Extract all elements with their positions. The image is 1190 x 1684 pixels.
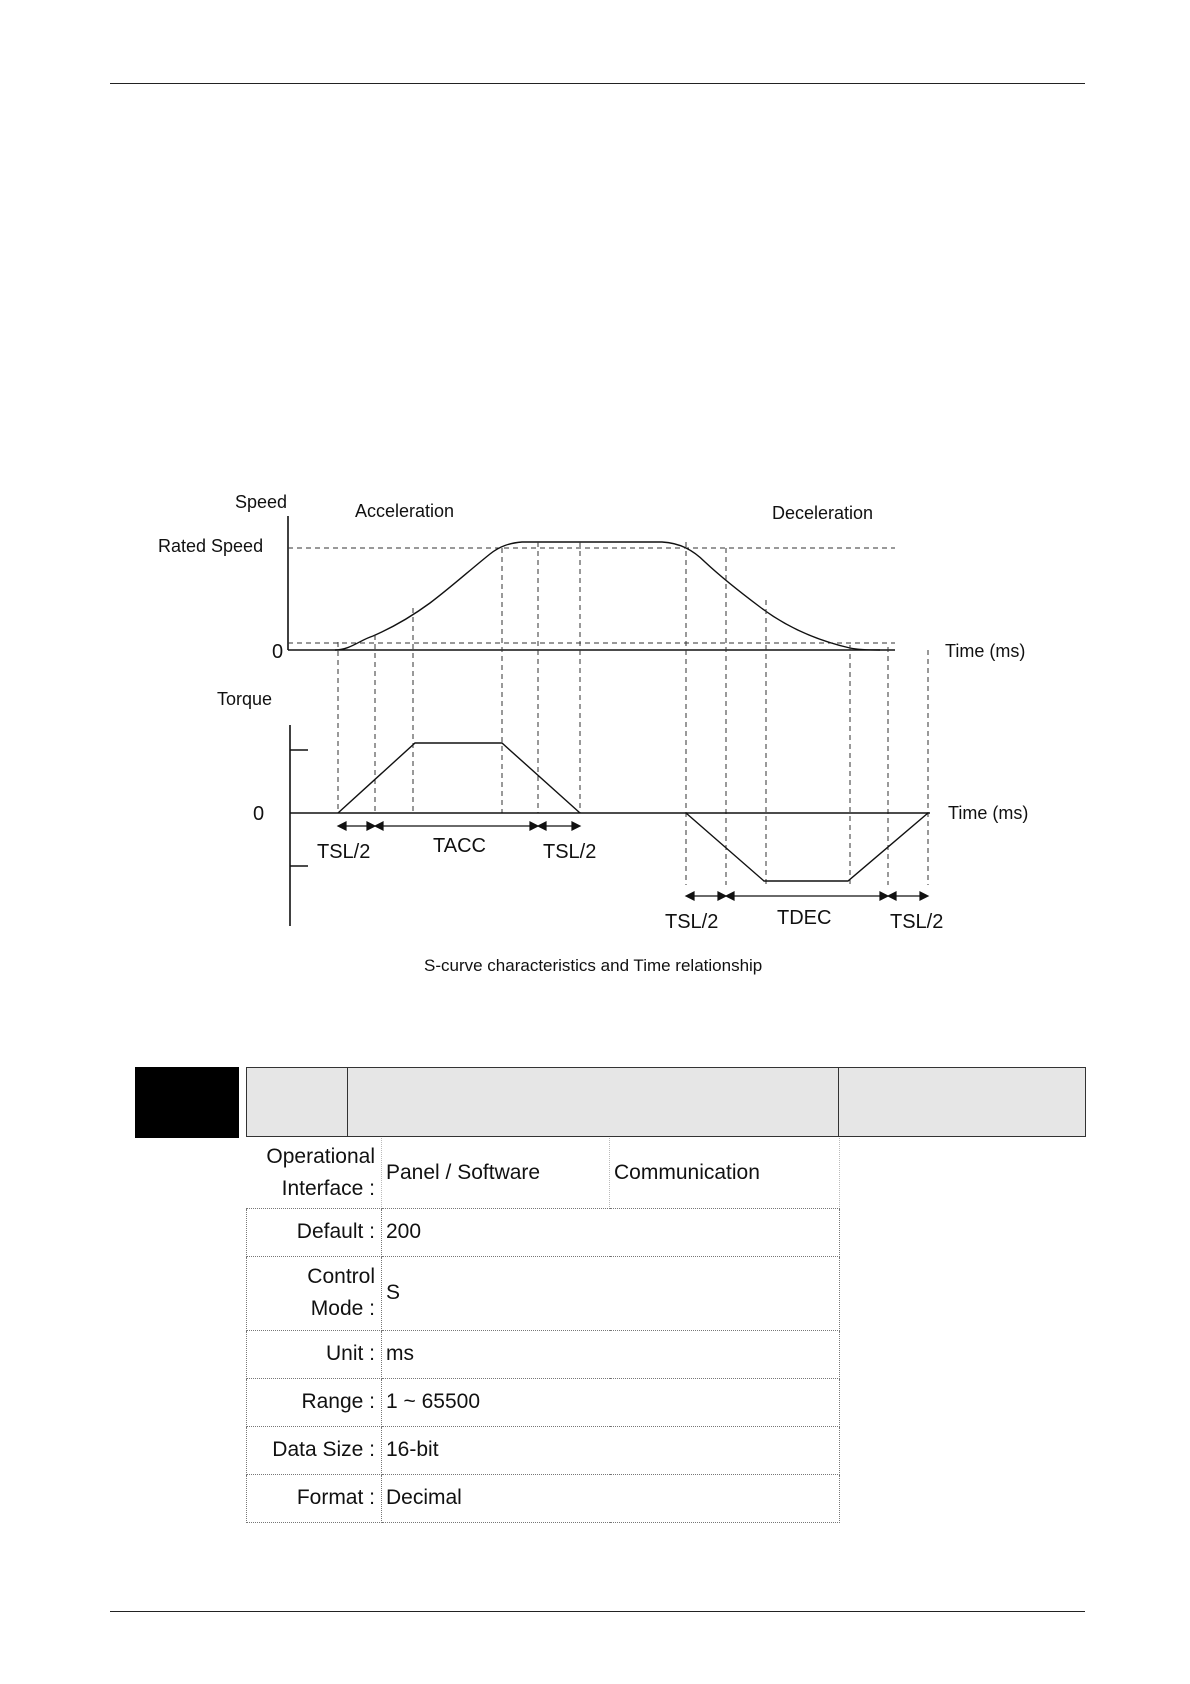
unit-label: Unit : xyxy=(247,1330,382,1378)
header-rule xyxy=(110,83,1085,84)
figure-caption: S-curve characteristics and Time relationship xyxy=(424,956,763,975)
parameter-header-cell xyxy=(347,1068,839,1136)
torque-axis-label: Torque xyxy=(217,689,273,709)
tsl-acc-start-label: TSL/2 xyxy=(317,841,371,863)
arrowhead xyxy=(572,822,580,830)
table-row xyxy=(247,1426,840,1474)
speed-zero-label: 0 xyxy=(272,641,284,663)
default-value: 200 xyxy=(382,1208,840,1256)
tsl-dec-start-label: TSL/2 xyxy=(665,911,719,933)
tacc-label: TACC xyxy=(433,835,486,857)
arrowhead xyxy=(338,822,346,830)
speed-time-label: Time (ms) xyxy=(945,641,1026,661)
operational-interface-communication: Communication xyxy=(610,1138,840,1208)
arrowhead xyxy=(888,892,896,900)
operational-interface-label: Operational Interface : xyxy=(247,1138,382,1208)
table-row xyxy=(247,1378,840,1426)
acceleration-label: Acceleration xyxy=(355,501,455,521)
format-label: Format : xyxy=(247,1474,382,1522)
parameter-header-bar xyxy=(246,1067,1086,1137)
torque-zero-label: 0 xyxy=(253,803,265,825)
data-size-label: Data Size : xyxy=(247,1426,382,1474)
parameter-header-cell xyxy=(247,1068,348,1136)
s-curve-svg xyxy=(150,480,1050,980)
range-label: Range : xyxy=(247,1378,382,1426)
table-row xyxy=(247,1208,840,1256)
control-mode-label: Control Mode : xyxy=(247,1256,382,1330)
arrowhead xyxy=(920,892,928,900)
deceleration-label: Deceleration xyxy=(772,503,874,523)
data-size-value: 16-bit xyxy=(382,1426,840,1474)
tsl-acc-end-label: TSL/2 xyxy=(543,841,597,863)
arrowhead xyxy=(726,892,734,900)
rated-speed-label: Rated Speed xyxy=(158,536,264,556)
arrowhead xyxy=(686,892,694,900)
time-guides xyxy=(338,542,928,885)
speed-curve xyxy=(335,542,880,650)
torque-time-label: Time (ms) xyxy=(948,803,1029,823)
arrowhead xyxy=(375,822,383,830)
parameter-properties-table xyxy=(246,1138,840,1523)
parameter-code-block xyxy=(135,1067,239,1138)
table-row xyxy=(247,1330,840,1378)
arrowhead xyxy=(538,822,546,830)
dec-interval-arrows xyxy=(686,892,928,900)
table-row xyxy=(247,1256,840,1330)
format-value: Decimal xyxy=(382,1474,840,1522)
operational-interface-panel: Panel / Software xyxy=(382,1138,610,1208)
table-row xyxy=(247,1138,840,1208)
torque-acc-trapezoid xyxy=(338,743,580,813)
range-value: 1 ~ 65500 xyxy=(382,1378,840,1426)
control-mode-value: S xyxy=(382,1256,840,1330)
torque-dec-trapezoid xyxy=(686,813,928,881)
unit-value: ms xyxy=(382,1330,840,1378)
tdec-label: TDEC xyxy=(777,907,832,929)
table-row xyxy=(247,1474,840,1522)
footer-rule xyxy=(110,1611,1085,1612)
acc-interval-arrows xyxy=(338,822,580,830)
speed-axis-label: Speed xyxy=(235,492,288,512)
tsl-dec-end-label: TSL/2 xyxy=(890,911,944,933)
s-curve-diagram xyxy=(150,480,1050,980)
default-label: Default : xyxy=(247,1208,382,1256)
